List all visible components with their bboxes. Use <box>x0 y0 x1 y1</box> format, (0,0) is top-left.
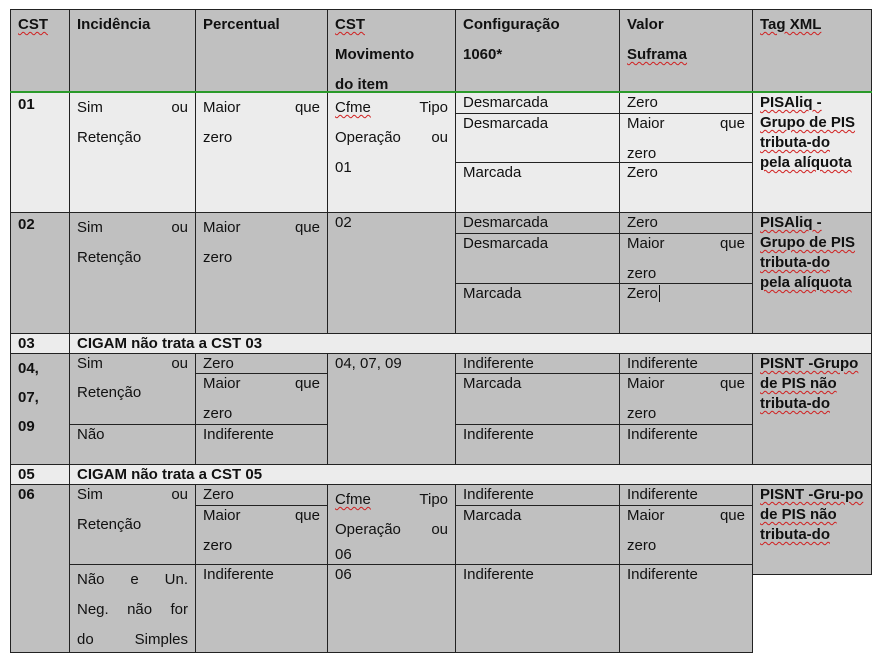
row06-inc2-w8: Simples <box>134 631 188 648</box>
row01-valor-3: Zero <box>619 162 753 213</box>
row04-cst-movimento: 04, 07, 09 <box>327 353 456 465</box>
row06-perc2-word2: que <box>294 507 320 524</box>
row02-cst: 02 <box>10 212 70 334</box>
row05-note: CIGAM não trata a CST 05 <box>69 464 872 485</box>
header-cst-movimento-line2: Movimento <box>335 46 415 63</box>
row02-inc-word1: Sim <box>77 219 103 236</box>
row06-inc2-w5: não <box>127 601 153 618</box>
row06-inc2-w2: e <box>130 571 139 588</box>
row02-valor-2 <box>619 233 753 284</box>
row02-tag-text: PISAliq - Grupo de PIS tributa-do pela alíquota <box>760 214 856 291</box>
row04-inc-word1: Sim <box>77 355 103 372</box>
row02-perc-word3: zero <box>203 249 233 266</box>
row01-incidencia <box>69 92 196 213</box>
row01-perc-word3: zero <box>203 129 233 146</box>
cst-pis-table <box>10 9 872 653</box>
row04-valor-1: Indiferente <box>619 353 753 374</box>
row04-perc2-word2: que <box>294 375 320 392</box>
row01-config-3: Marcada <box>455 162 620 213</box>
row06-val2-word3: zero <box>627 537 657 554</box>
row04-perc-1: Zero <box>195 353 328 374</box>
row04-cst-line3: 09 <box>18 418 35 435</box>
row04-tag-xml <box>752 353 872 465</box>
row06-inc2-w1: Não <box>77 571 105 588</box>
row06-perc-1: Zero <box>195 484 328 506</box>
row06-config-1: Indiferente <box>455 484 620 506</box>
header-percentual: Percentual <box>195 9 328 92</box>
row01-inc-word2: ou <box>171 99 188 116</box>
row06-mov-word4: ou <box>431 521 448 538</box>
header-configuracao-line2: 1060* <box>463 46 503 63</box>
header-cst-movimento-line1: CST <box>335 16 365 33</box>
row06-inc2-w4: Neg. <box>77 601 109 618</box>
row06-inc-word2: ou <box>171 486 188 503</box>
row02-cst-movimento: 02 <box>327 212 456 334</box>
row01-tag-text: PISAliq - Grupo de PIS tributa-do pela alíquota <box>760 94 856 171</box>
row04-cst <box>10 353 70 465</box>
row06-mov-word2: Tipo <box>419 491 448 508</box>
row01-val2-word3: zero <box>627 145 657 162</box>
row01-mov-word5: 01 <box>335 159 352 176</box>
row06-incidencia-2 <box>69 564 196 653</box>
row04-config-1: Indiferente <box>455 353 620 374</box>
row01-mov-word1: Cfme <box>335 99 371 116</box>
row01-mov-word2: Tipo <box>419 99 448 116</box>
row06-perc-2 <box>195 505 328 565</box>
row04-valor-3: Indiferente <box>619 424 753 465</box>
row02-percentual <box>195 212 328 334</box>
row01-perc-word2: que <box>294 99 320 116</box>
row06-perc2-word3: zero <box>203 537 233 554</box>
header-valor-suframa <box>619 9 753 92</box>
row03-note: CIGAM não trata a CST 03 <box>69 333 872 354</box>
row02-config-1: Desmarcada <box>455 212 620 234</box>
row04-cst-line2: 07, <box>18 389 39 406</box>
row02-config-3: Marcada <box>455 283 620 334</box>
row06-cst-movimento-2: 06 <box>327 564 456 653</box>
row06-inc2-w6: for <box>170 601 188 618</box>
header-configuracao <box>455 9 620 92</box>
row02-inc-word3: Retenção <box>77 249 142 266</box>
row06-inc-word3: Retenção <box>77 516 142 533</box>
row01-valor-1: Zero <box>619 92 753 114</box>
row01-cst-movimento <box>327 92 456 213</box>
row01-perc-word1: Maior <box>203 99 241 116</box>
row04-incidencia-2: Não <box>69 424 196 465</box>
row04-val2-word3: zero <box>627 405 657 422</box>
row06-mov-word3: Operação <box>335 521 401 538</box>
row04-perc-3: Indiferente <box>195 424 328 465</box>
row06-val2-word1: Maior <box>627 507 665 524</box>
header-cst: CST <box>10 9 70 92</box>
row02-val2-word2: que <box>719 235 745 252</box>
row06-valor-2 <box>619 505 753 565</box>
row02-perc-word2: que <box>294 219 320 236</box>
row01-cst: 01 <box>10 92 70 213</box>
header-configuracao-line1: Configuração <box>463 16 560 33</box>
header-valor-line2: Suframa <box>627 46 688 63</box>
row01-mov-word3: Operação <box>335 129 401 146</box>
row01-percentual <box>195 92 328 213</box>
header-incidencia: Incidência <box>69 9 196 92</box>
row01-config-1: Desmarcada <box>455 92 620 114</box>
row02-val2-word3: zero <box>627 265 657 282</box>
row04-tag-text: PISNT -Grupo de PIS não tributa-do <box>760 355 859 412</box>
row04-inc-word2: ou <box>171 355 188 372</box>
row04-valor-2 <box>619 373 753 425</box>
row02-perc-word1: Maior <box>203 219 241 236</box>
row02-valor-1: Zero <box>619 212 753 234</box>
row06-config-2: Marcada <box>455 505 620 565</box>
row01-valor-2 <box>619 113 753 163</box>
row04-val2-word2: que <box>719 375 745 392</box>
row06-incidencia-1 <box>69 484 196 565</box>
row06-inc-word1: Sim <box>77 486 103 503</box>
row04-incidencia-1 <box>69 353 196 425</box>
row06-tag-text: PISNT -Gru-po de PIS não tributa-do <box>760 486 864 543</box>
row04-perc2-word3: zero <box>203 405 233 422</box>
row01-inc-word3: Retenção <box>77 129 142 146</box>
row01-tag-xml <box>752 92 872 213</box>
row01-mov-word4: ou <box>431 129 448 146</box>
header-valor-line1: Valor <box>627 16 664 33</box>
row06-inc2-w3: Un. <box>164 571 188 588</box>
row02-valor-3: Zero <box>619 283 753 334</box>
header-cst-movimento-line3: do item <box>335 76 389 92</box>
row03-cst: 03 <box>10 333 70 354</box>
row01-inc-word1: Sim <box>77 99 103 116</box>
row06-valor-3: Indiferente <box>619 564 753 653</box>
row02-val2-word1: Maior <box>627 235 665 252</box>
row06-tag-empty <box>752 574 872 653</box>
row01-val2-word2: que <box>719 115 745 132</box>
row04-perc2-word1: Maior <box>203 375 241 392</box>
row06-valor-1: Indiferente <box>619 484 753 506</box>
row06-perc-3: Indiferente <box>195 564 328 653</box>
row06-cst: 06 <box>10 484 70 653</box>
header-tag-xml: Tag XML <box>752 9 872 92</box>
header-cst-movimento <box>327 9 456 92</box>
header-bottom-green-rule <box>10 91 872 93</box>
row01-config-2: Desmarcada <box>455 113 620 163</box>
row04-inc-word3: Retenção <box>77 384 142 401</box>
row06-inc2-w7: do <box>77 631 94 648</box>
row06-perc2-word1: Maior <box>203 507 241 524</box>
row06-mov-word1: Cfme <box>335 491 371 508</box>
row06-cst-movimento-1 <box>327 484 456 565</box>
row02-config-2: Desmarcada <box>455 233 620 284</box>
row04-cst-line1: 04, <box>18 360 39 377</box>
row02-tag-xml <box>752 212 872 334</box>
row05-cst: 05 <box>10 464 70 485</box>
row04-config-3: Indiferente <box>455 424 620 465</box>
row04-config-2: Marcada <box>455 373 620 425</box>
row06-tag-xml <box>752 484 872 575</box>
row04-val2-word1: Maior <box>627 375 665 392</box>
row04-perc-2 <box>195 373 328 425</box>
row06-mov-word5: 06 <box>335 546 352 563</box>
row06-config-3: Indiferente <box>455 564 620 653</box>
row02-inc-word2: ou <box>171 219 188 236</box>
row02-incidencia <box>69 212 196 334</box>
row01-val2-word1: Maior <box>627 115 665 132</box>
row06-val2-word2: que <box>719 507 745 524</box>
